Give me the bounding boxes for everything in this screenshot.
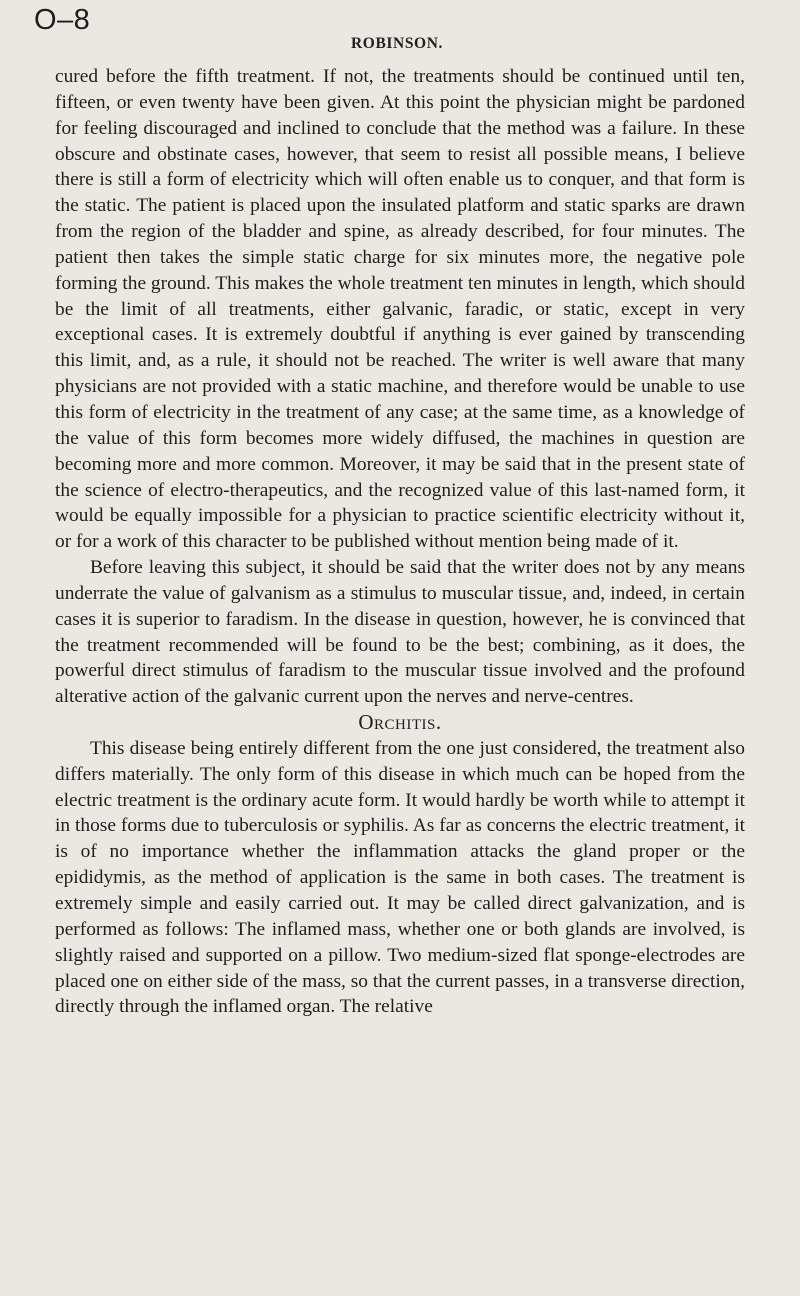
paragraph-1: cured before the fifth treatment. If not, the treatments should be continued until ten, fifteen, or even twenty have been given. At this point the physician might be pardoned for feeling discouraged and inclined to conclude that the method was a failure. In these obscure and obstinate cases, however, that seem to resist all possible means, I believe there is still a form of electricity which will often enable us to conquer, and that form is the static. The patient is placed upon the insulated platform and static sparks are drawn from the region of the bladder and spine, as already described, for four minutes. The patient then takes the simple static charge for six minutes more, the negative pole forming the ground. This makes the whole treatment ten minutes in length, which should be the limit of all treatments, either galvanic, faradic, or static, except in very exceptional cases. It is extremely doubtful if anything is ever gained by transcending this limit, and, as a rule, it should not be reached. The writer is well aware that many physicians are not provided with a static machine, and therefore would be unable to use this form of electricity in the treatment of any case; at the same time, as a knowledge of the value of this form becomes more widely diffused, the machines in question are becoming more and more common. Moreover, it may be said that in the present state of the science of electro-therapeutics, and the recognized value of this last-named form, it would be equally impossible for a physician to practice scientific electricity without it, or for a work of this character to be published without mention being made of it. (55, 66, 745, 553)
paragraph-2: Before leaving this subject, it should be said that the writer does not by any means underrate the value of galvanism as a stimulus to muscular tissue, and, indeed, in certain cases it is superior to faradism. In the disease in question, however, he is convinced that the treatment recommended will be found to be the best; combining, as it does, the powerful direct stimulus of faradism to the muscular tissue involved and the profound alterative action of the galvanic current upon the nerves and nerve-centres. (55, 557, 745, 708)
section-heading: Orchitis. (358, 710, 442, 735)
running-head: ROBINSON. (351, 35, 443, 52)
paragraph-3: This disease being entirely different from the one just considered, the treatment also differs materially. The only form of this disease in which much can be hoped from the electric treatment is the ordinary acute form. It would hardly be worth while to attempt it in those forms due to tuberculosis or syphilis. As far as concerns the electric treatment, it is of no importance whether the inflammation attacks the gland proper or the epididymis, as the method of application is the same in both cases. The treatment is extremely simple and easily carried out. It may be called direct galvanization, and is performed as follows: The inflamed mass, whether one or both glands are involved, is slightly raised and supported on a pillow. Two medium-sized flat sponge-electrodes are placed one on either side of the mass, so that the current passes, in a transverse direction, directly through the inflamed organ. The relative (55, 737, 745, 1018)
body-text (55, 64, 745, 1020)
page-number: O–8 (34, 4, 91, 36)
